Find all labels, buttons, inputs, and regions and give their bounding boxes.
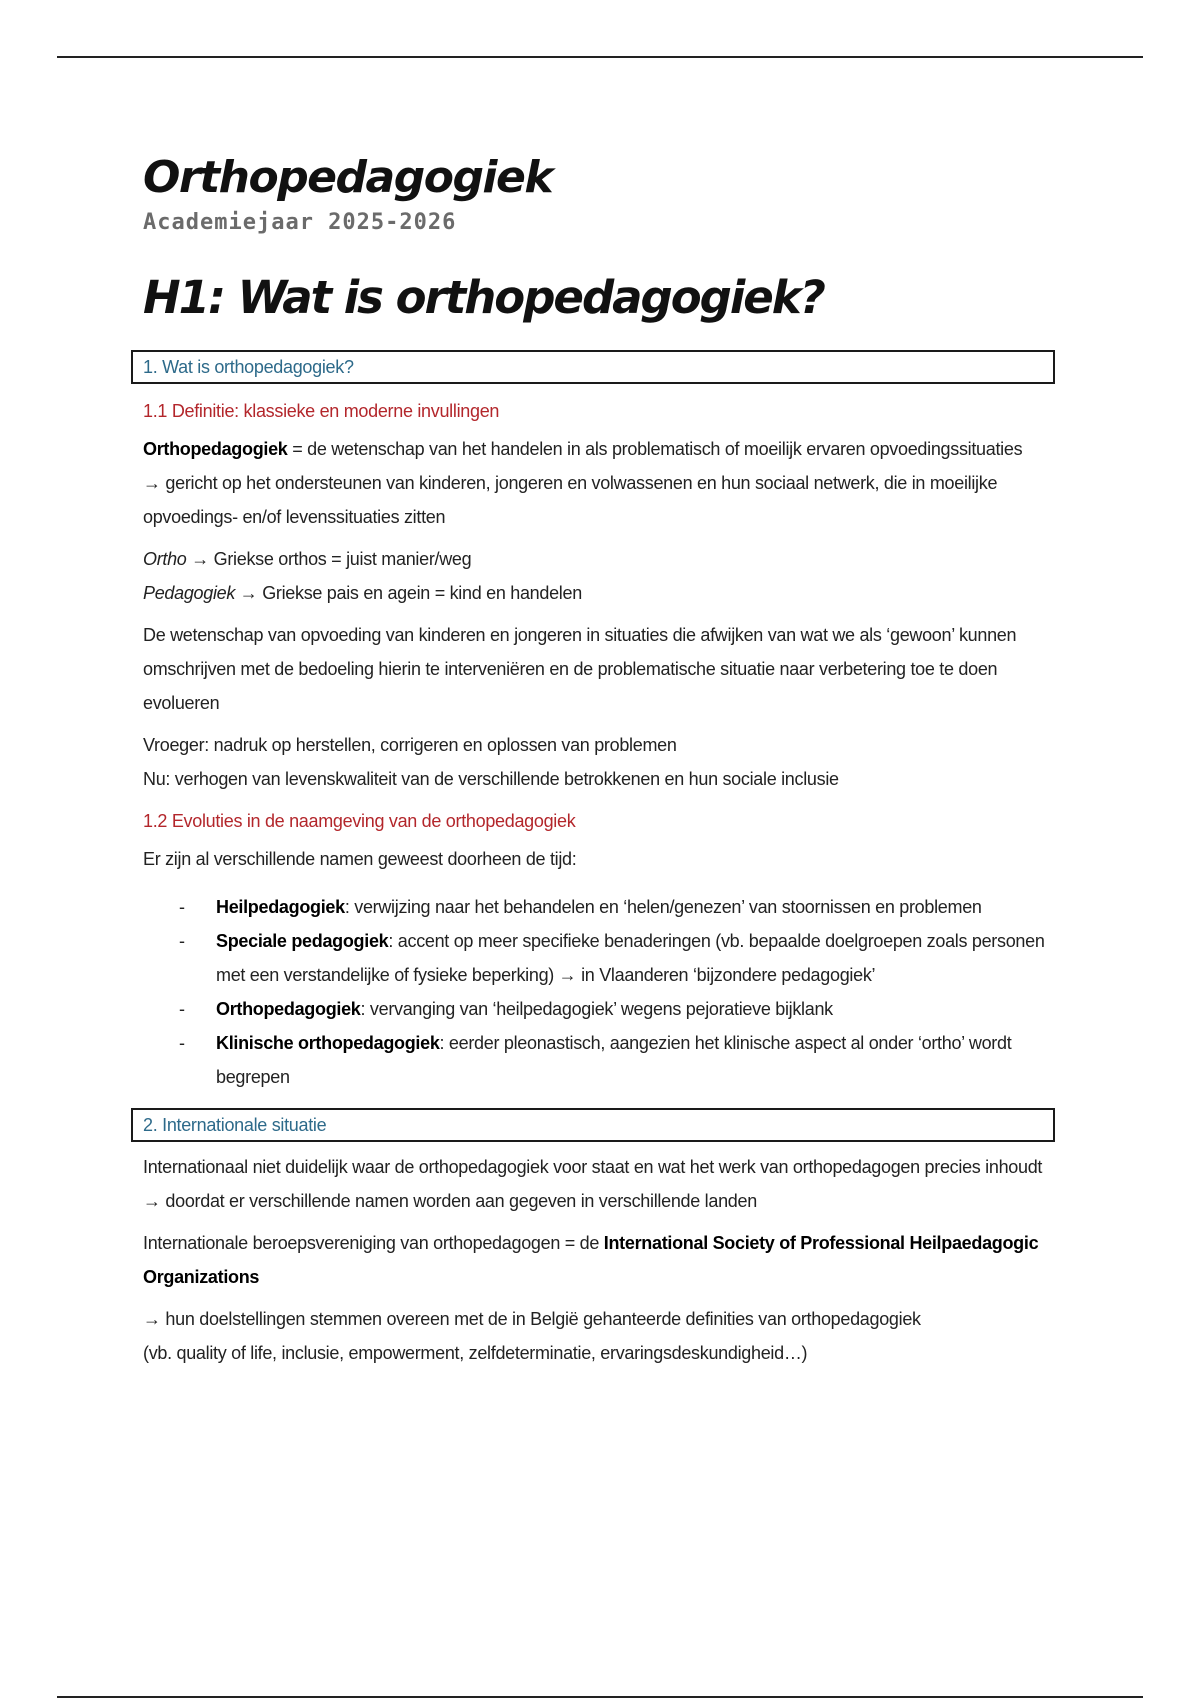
list-item-term: Orthopedagogiek [216, 999, 361, 1019]
dash-bullet: - [179, 1033, 185, 1053]
ortho-term: Ortho [143, 549, 187, 569]
names-list [143, 890, 1063, 1094]
list-item [143, 890, 1063, 924]
list-item [143, 992, 1063, 1026]
list-item-text: : eerder pleonastisch, aangezien het klinische aspect al onder ‘ortho’ wordt begrepen [216, 1033, 1012, 1087]
top-rule [57, 56, 1143, 58]
subsection-heading-1-1: 1.1 Definitie: klassieke en moderne invullingen [143, 401, 500, 421]
ortho-text: → Griekse orthos = juist manier/weg [186, 549, 472, 569]
society-text: Internationale beroepsvereniging van orthopedagogen = de [143, 1233, 604, 1253]
dash-bullet: - [179, 931, 185, 951]
dash-bullet: - [179, 999, 185, 1019]
list-item-term: Heilpedagogiek [216, 897, 345, 917]
list-item-term: Klinische orthopedagogiek [216, 1033, 440, 1053]
list-item [143, 924, 1063, 992]
goals-line: → hun doelstellingen stemmen overeen met de in België gehanteerde definities van orthopedagogiek [143, 1309, 921, 1329]
list-item-text: : accent op meer specifieke benaderingen (vb. bepaalde doelgroepen zoals personen met een verstandelijke of fysieke beperking) → in Vlaanderen ‘bijzondere pedagogiek’ [216, 931, 1045, 985]
science-paragraph: De wetenschap van opvoeding van kinderen en jongeren in situaties die afwijken van wat we als ‘gewoon’ kunnen omschrijven met de bedoeling hierin te interveniëren en de problematische situatie naar verbetering toe te doen evolueren [143, 625, 1017, 713]
now-focus-line: Nu: verhogen van levenskwaliteit van de verschillende betrokkenen en hun sociale inclusie [143, 769, 839, 789]
society-name: International Society of Professional Heilpaedagogic Organizations [143, 1233, 1039, 1287]
section-heading-2: 2. Internationale situatie [131, 1108, 1055, 1142]
bottom-rule [57, 1696, 1143, 1698]
list-item-text: : vervanging van ‘heilpedagogiek’ wegens pejoratieve bijklank [360, 999, 833, 1019]
etymology-ortho [143, 542, 1063, 576]
definition-arrow-line: → gericht op het ondersteunen van kinderen, jongeren en volwassenen en hun sociaal netwerk, die in moeilijke opvoedings- en/of levenssituaties zitten [143, 473, 998, 527]
section-heading-1: 1. Wat is orthopedagogiek? [131, 350, 1055, 384]
document-subtitle: Academiejaar 2025-2026 [143, 210, 457, 235]
pedagogiek-term: Pedagogiek [143, 583, 236, 603]
list-item-text: : verwijzing naar het behandelen en ‘helen/genezen’ van stoornissen en problemen [344, 897, 982, 917]
definition-paragraph [143, 432, 1063, 466]
society-paragraph [143, 1226, 1063, 1294]
document-body [143, 150, 1063, 1370]
names-intro: Er zijn al verschillende namen geweest doorheen de tijd: [143, 849, 577, 869]
list-item [143, 1026, 1063, 1094]
etymology-pedagogiek [143, 576, 1063, 610]
goals-examples-line: (vb. quality of life, inclusie, empowerment, zelfdeterminatie, ervaringsdeskundigheid…) [143, 1343, 808, 1363]
definition-text: = de wetenschap van het handelen in als problematisch of moeilijk ervaren opvoedingssituaties [287, 439, 1023, 459]
subsection-heading-1-2: 1.2 Evoluties in de naamgeving van de orthopedagogiek [143, 811, 576, 831]
document-title: Orthopedagogiek [143, 152, 553, 203]
pedagogiek-text: → Griekse pais en agein = kind en handelen [235, 583, 582, 603]
definition-term: Orthopedagogiek [143, 439, 288, 459]
past-focus-line: Vroeger: nadruk op herstellen, corrigeren en oplossen van problemen [143, 735, 677, 755]
chapter-title: H1: Wat is orthopedagogiek? [143, 271, 824, 324]
list-item-term: Speciale pedagogiek [216, 931, 389, 951]
international-paragraph: Internationaal niet duidelijk waar de orthopedagogiek voor staat en wat het werk van orthopedagogen precies inhoudt → doordat er verschillende namen worden aan gegeven in verschillende landen [143, 1157, 1043, 1211]
dash-bullet: - [179, 897, 185, 917]
